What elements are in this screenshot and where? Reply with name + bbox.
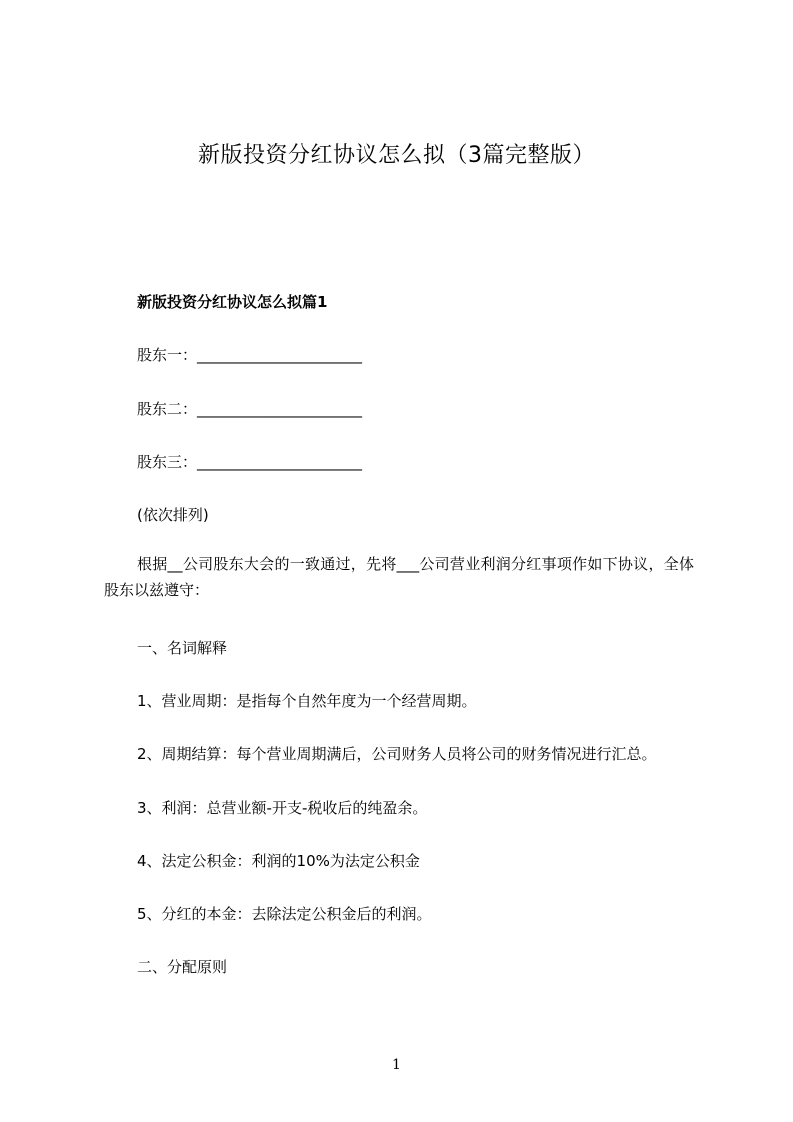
definition-item: 3、利润：总营业额-开支-税收后的纯盈余。 xyxy=(137,799,428,817)
part1-heading: 一、名词解释 xyxy=(137,639,228,657)
order-note: (依次排列) xyxy=(137,506,209,524)
intro-paragraph: 根据__公司股东大会的一致通过，先将___公司营业利润分红事项作如下协议，全体股东以兹遵守： xyxy=(104,555,694,599)
shareholder-line-1: 股东一：______________________ xyxy=(137,346,363,364)
definition-item: 1、营业周期：是指每个自然年度为一个经营周期。 xyxy=(137,692,477,710)
shareholder-line-2: 股东二：______________________ xyxy=(137,400,363,418)
page-number: 1 xyxy=(392,1057,401,1073)
section-heading: 新版投资分红协议怎么拟篇1 xyxy=(137,293,328,311)
definition-item: 4、法定公积金：利润的10%为法定公积金 xyxy=(137,852,420,870)
shareholder-line-3: 股东三：______________________ xyxy=(137,453,363,471)
part2-heading: 二、分配原则 xyxy=(137,958,228,976)
definition-item: 2、周期结算：每个营业周期满后，公司财务人员将公司的财务情况进行汇总。 xyxy=(137,745,657,763)
definition-item: 5、分红的本金：去除法定公积金后的利润。 xyxy=(137,905,432,923)
document-title: 新版投资分红协议怎么拟（3篇完整版） xyxy=(198,143,595,168)
